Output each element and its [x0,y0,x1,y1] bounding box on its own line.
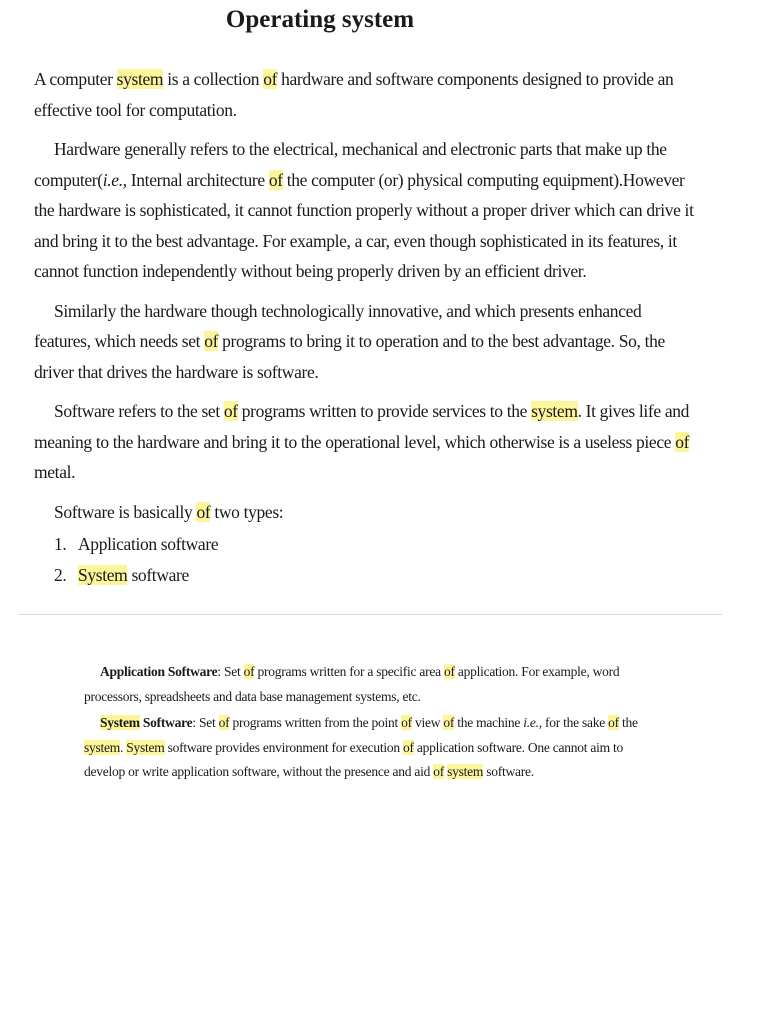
intro-section [34,64,698,590]
definitions-section [84,660,664,787]
paragraph-hardware: Hardware generally refers to the electrical, mechanical and electronic parts that make up the computer(i.e., Internal architecture of the computer (or) physical computing equipment).However the hardware is sophisticated, it cannot function properly without a proper driver which can drive it and bring it to the best advantage. For example, a car, even though sophisticated in its features, it cannot function independently without being properly driven by an efficient driver. [34,139,694,281]
paragraph-definition: A computer system is a collection of hardware and software components designed to provide an effective tool for computation. [34,69,674,120]
list-item: 1. Application software [54,534,219,554]
software-types-list [34,529,698,590]
paragraph-software: Software refers to the set of programs written to provide services to the system. It gives life and meaning to the hardware and bring it to the operational level, which otherwise is a useless piece of metal. [34,401,690,482]
section-divider [18,614,722,615]
list-item: 2. System software [54,564,189,585]
definition-system-software: System Software: Set of programs written from the point of view of the machine i.e., for the sake of the system. System software provides environment for execution of application software. One cannot aim to develop or write application software, without the presence and aid of system software. [84,715,638,779]
page-title: Operating system [225,6,415,33]
paragraph-types: Software is basically of two types: [54,501,284,522]
definition-application-software: Application Software: Set of programs written for a specific area of application. For example, word processors, spreadsheets and data base management systems, etc. [84,664,620,704]
paragraph-similarly: Similarly the hardware though technologically innovative, and which presents enhanced features, which needs set of programs to bring it to operation and to the best advantage. So, the driver that drives the hardware is software. [34,300,665,382]
